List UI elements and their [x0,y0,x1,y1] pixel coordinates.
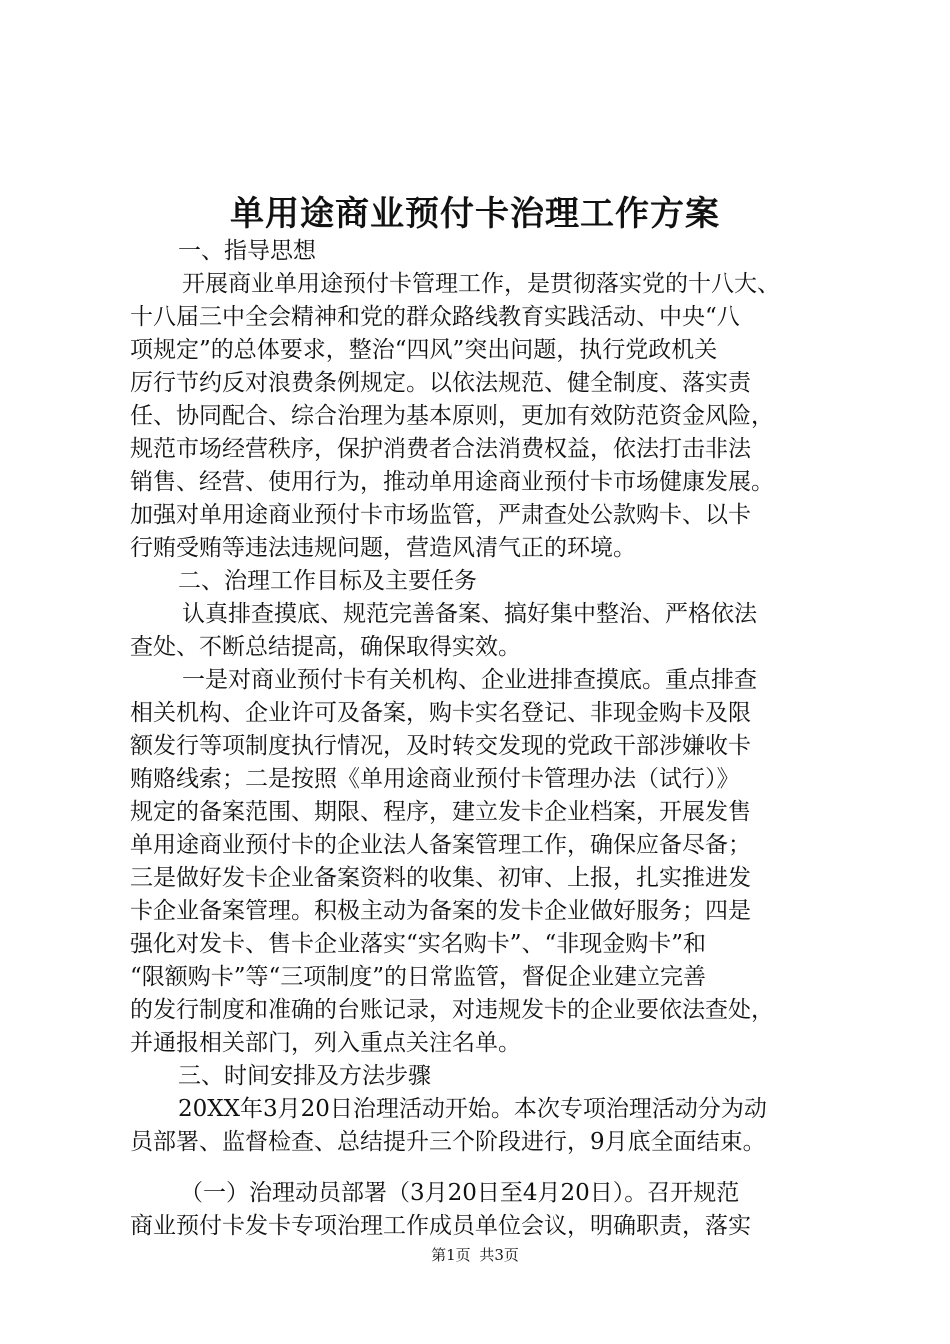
text-line: 销售、经营、使用行为，推动单用途商业预付卡市场健康发展。 [130,469,774,495]
text-line: 项规定”的总体要求，整治“四风”突出问题，执行党政机关 [130,337,718,363]
text-line: 规定的备案范围、期限、程序，建立发卡企业档案，开展发售 [130,799,751,825]
text-line: 查处、不断总结提高，确保取得实效。 [130,634,521,660]
document-title: 单用途商业预付卡治理工作方案 [230,194,720,234]
text-line: 强化对发卡、售卡企业落实“实名购卡”、“非现金购卡”和 [130,931,707,957]
text-line: 行贿受贿等违法违规问题，营造风清气正的环境。 [130,535,636,561]
heading-schedule-steps: 三、时间安排及方法步骤 [178,1063,431,1089]
text-line: 开展商业单用途预付卡管理工作，是贯彻落实党的十八大、 [182,271,780,297]
text-line: （一）治理动员部署（3月20日至4月20日）。召开规范 [180,1180,740,1206]
text-line: 商业预付卡发卡专项治理工作成员单位会议，明确职责，落实 [130,1213,751,1239]
text-line: 并通报相关部门，列入重点关注名单。 [130,1030,521,1056]
text-line: 20XX年3月20日治理活动开始。本次专项治理活动分为动 [178,1096,767,1122]
text-line: 员部署、监督检查、总结提升三个阶段进行，9月底全面结束。 [130,1129,766,1155]
text-line: 卡企业备案管理。积极主动为备案的发卡企业做好服务；四是 [130,898,751,924]
text-line: 加强对单用途商业预付卡市场监管，严肃查处公款购卡、以卡 [130,502,751,528]
text-line: 单用途商业预付卡的企业法人备案管理工作，确保应备尽备； [130,832,751,858]
text-line: 额发行等项制度执行情况，及时转交发现的党政干部涉嫌收卡 [130,733,751,759]
text-line: 相关机构、企业许可及备案，购卡实名登记、非现金购卡及限 [130,700,751,726]
text-line: 三是做好发卡企业备案资料的收集、初审、上报，扎实推进发 [130,865,751,891]
text-line: 厉行节约反对浪费条例规定。以依法规范、健全制度、落实责 [130,370,751,396]
text-line: “限额购卡”等“三项制度”的日常监管，督促企业建立完善 [130,964,707,990]
text-line: 认真排查摸底、规范完善备案、搞好集中整治、严格依法 [182,601,757,627]
text-line: 规范市场经营秩序，保护消费者合法消费权益，依法打击非法 [130,436,751,462]
text-line: 任、协同配合、综合治理为基本原则，更加有效防范资金风险， [130,403,774,429]
heading-goals-tasks: 二、治理工作目标及主要任务 [178,568,477,594]
text-line: 贿赂线索；二是按照《单用途商业预付卡管理办法（试行）》 [130,766,740,792]
text-line: 一是对商业预付卡有关机构、企业进排查摸底。重点排查 [182,667,757,693]
heading-guiding-ideology: 一、指导思想 [178,238,316,264]
text-line: 十八届三中全会精神和党的群众路线教育实践活动、中央“八 [130,304,740,330]
page-number-footer: 第1页 共3页 [431,1246,519,1264]
text-line: 的发行制度和准确的台账记录，对违规发卡的企业要依法查处， [130,997,774,1023]
